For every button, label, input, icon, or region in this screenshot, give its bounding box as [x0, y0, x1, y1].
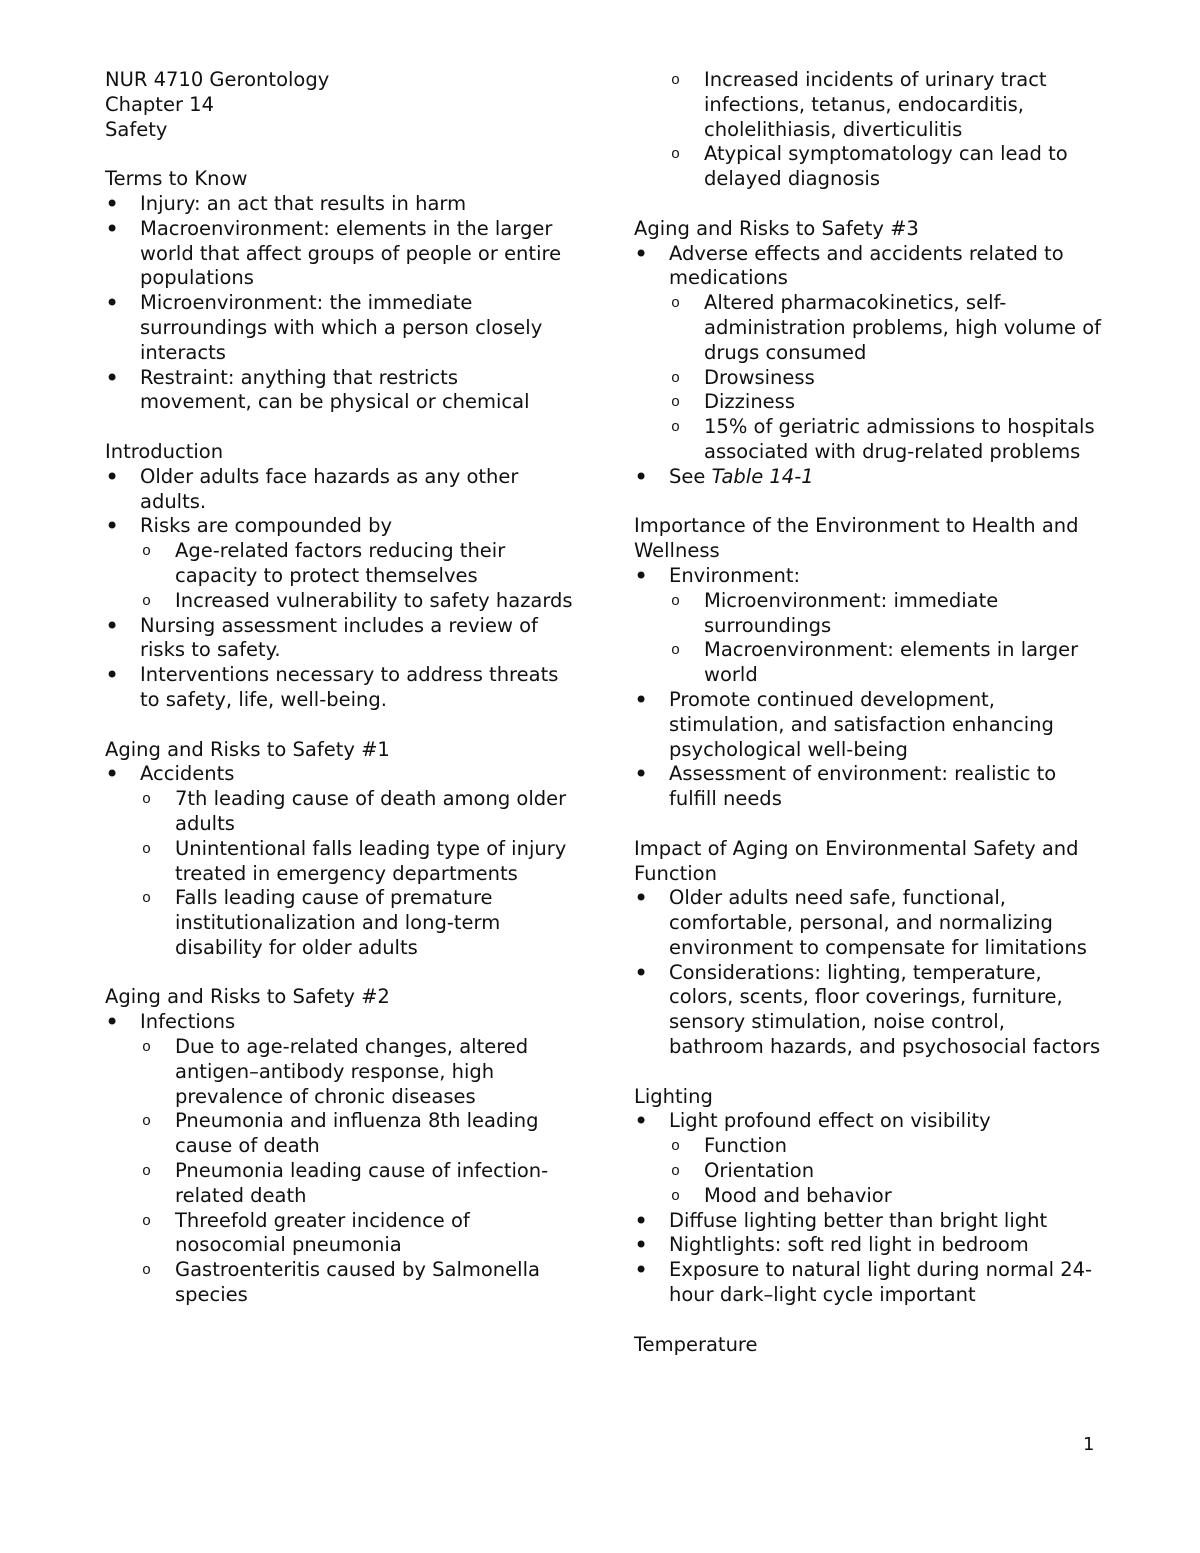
sub-list-item: o Gastroenteritis caused by Salmonella species	[105, 1258, 575, 1308]
list-item: • Injury: an act that results in harm	[105, 192, 575, 217]
terms-list	[105, 192, 575, 415]
sub-list-item: o 15% of geriatric admissions to hospitals associated with drug-related problems	[634, 415, 1104, 465]
list-item: • Older adults face hazards as any other adults.	[105, 465, 575, 515]
section-heading-risks-2: Aging and Risks to Safety #2	[105, 985, 390, 1009]
risks-2-list	[105, 1010, 575, 1308]
list-item: • Environment:	[634, 564, 1104, 589]
sub-list-item: o Threefold greater incidence of nosocomial pneumonia	[105, 1209, 575, 1259]
table-reference-prefix: See	[669, 464, 712, 488]
sub-list-item: o Mood and behavior	[634, 1184, 1104, 1209]
impact-list	[634, 886, 1104, 1060]
list-item: • Nightlights: soft red light in bedroom	[634, 1233, 1104, 1258]
sub-list-item: o Pneumonia leading cause of infection-related death	[105, 1159, 575, 1209]
list-item: • Assessment of environment: realistic to fulfill needs	[634, 762, 1104, 812]
sub-list-item: o Falls leading cause of premature institutionalization and long-term disability for older adults	[105, 886, 575, 960]
section-heading-risks-3: Aging and Risks to Safety #3	[634, 216, 919, 240]
list-item: • Diffuse lighting better than bright light	[634, 1209, 1104, 1234]
page-number: 1	[1083, 1434, 1095, 1455]
section-heading-temperature: Temperature	[634, 1332, 758, 1356]
left-column	[105, 68, 575, 1308]
sub-list-item: o Increased incidents of urinary tract infections, tetanus, endocarditis, cholelithiasis, diverticulitis	[634, 68, 1104, 142]
list-item: • Adverse effects and accidents related to medications	[634, 242, 1104, 292]
sub-list-item: o 7th leading cause of death among older adults	[105, 787, 575, 837]
list-item: • Older adults need safe, functional, comfortable, personal, and normalizing environment to compensate for limitations	[634, 886, 1104, 960]
sub-list-item: o Increased vulnerability to safety hazards	[105, 589, 575, 614]
risks-1-list	[105, 762, 575, 960]
section-heading-risks-1: Aging and Risks to Safety #1	[105, 737, 390, 761]
sub-list-item: o Orientation	[634, 1159, 1104, 1184]
sub-list-item: o Dizziness	[634, 390, 1104, 415]
list-item: • Light profound effect on visibility	[634, 1109, 1104, 1134]
lighting-list	[634, 1109, 1104, 1307]
right-column	[634, 68, 1104, 1357]
topic-label: Safety	[105, 117, 168, 141]
list-item: • Exposure to natural light during normal 24-hour dark–light cycle important	[634, 1258, 1104, 1308]
sub-list-item: o Unintentional falls leading type of injury treated in emergency departments	[105, 837, 575, 887]
sub-list-item: o Pneumonia and influenza 8th leading cause of death	[105, 1109, 575, 1159]
list-item: • Accidents	[105, 762, 575, 787]
risks-3-list	[634, 242, 1104, 490]
section-heading-lighting: Lighting	[634, 1084, 713, 1108]
list-item: • Nursing assessment includes a review of risks to safety.	[105, 614, 575, 664]
section-heading-environment: Importance of the Environment to Health and Wellness	[634, 514, 1079, 563]
table-reference-item	[634, 465, 1104, 490]
environment-list	[634, 564, 1104, 812]
risks-2-continued-list	[634, 68, 1104, 192]
sub-list-item: o Altered pharmacokinetics, self-administration problems, high volume of drugs consumed	[634, 291, 1104, 365]
sub-list-item: o Macroenvironment: elements in larger world	[634, 638, 1104, 688]
sub-list-item: o Due to age-related changes, altered antigen–antibody response, high prevalence of chronic diseases	[105, 1035, 575, 1109]
introduction-list	[105, 465, 575, 713]
section-heading-terms: Terms to Know	[105, 167, 248, 191]
sub-list-item: o Microenvironment: immediate surroundings	[634, 589, 1104, 639]
list-item: • Promote continued development, stimulation, and satisfaction enhancing psychological well-being	[634, 688, 1104, 762]
list-item: • Restraint: anything that restricts movement, can be physical or chemical	[105, 366, 575, 416]
course-title: NUR 4710 Gerontology	[105, 68, 330, 91]
list-item: • Microenvironment: the immediate surroundings with which a person closely interacts	[105, 291, 575, 365]
sub-list-item: o Drowsiness	[634, 366, 1104, 391]
list-item: • Macroenvironment: elements in the larger world that affect groups of people or entire populations	[105, 217, 575, 291]
list-item: • Infections	[105, 1010, 575, 1035]
list-item: • Considerations: lighting, temperature, colors, scents, floor coverings, furniture, sensory stimulation, noise control, bathroom hazards, and psychosocial factors	[634, 961, 1104, 1060]
sub-list-item: o Age-related factors reducing their capacity to protect themselves	[105, 539, 575, 589]
section-heading-introduction: Introduction	[105, 439, 224, 463]
table-reference-link: Table 14-1	[711, 464, 814, 488]
section-heading-impact: Impact of Aging on Environmental Safety and Function	[634, 836, 1079, 885]
sub-list-item: o Atypical symptomatology can lead to delayed diagnosis	[634, 142, 1104, 192]
list-item: • Risks are compounded by	[105, 514, 575, 539]
sub-list-item: o Function	[634, 1134, 1104, 1159]
list-item: • Interventions necessary to address threats to safety, life, well-being.	[105, 663, 575, 713]
chapter-label: Chapter 14	[105, 92, 214, 116]
